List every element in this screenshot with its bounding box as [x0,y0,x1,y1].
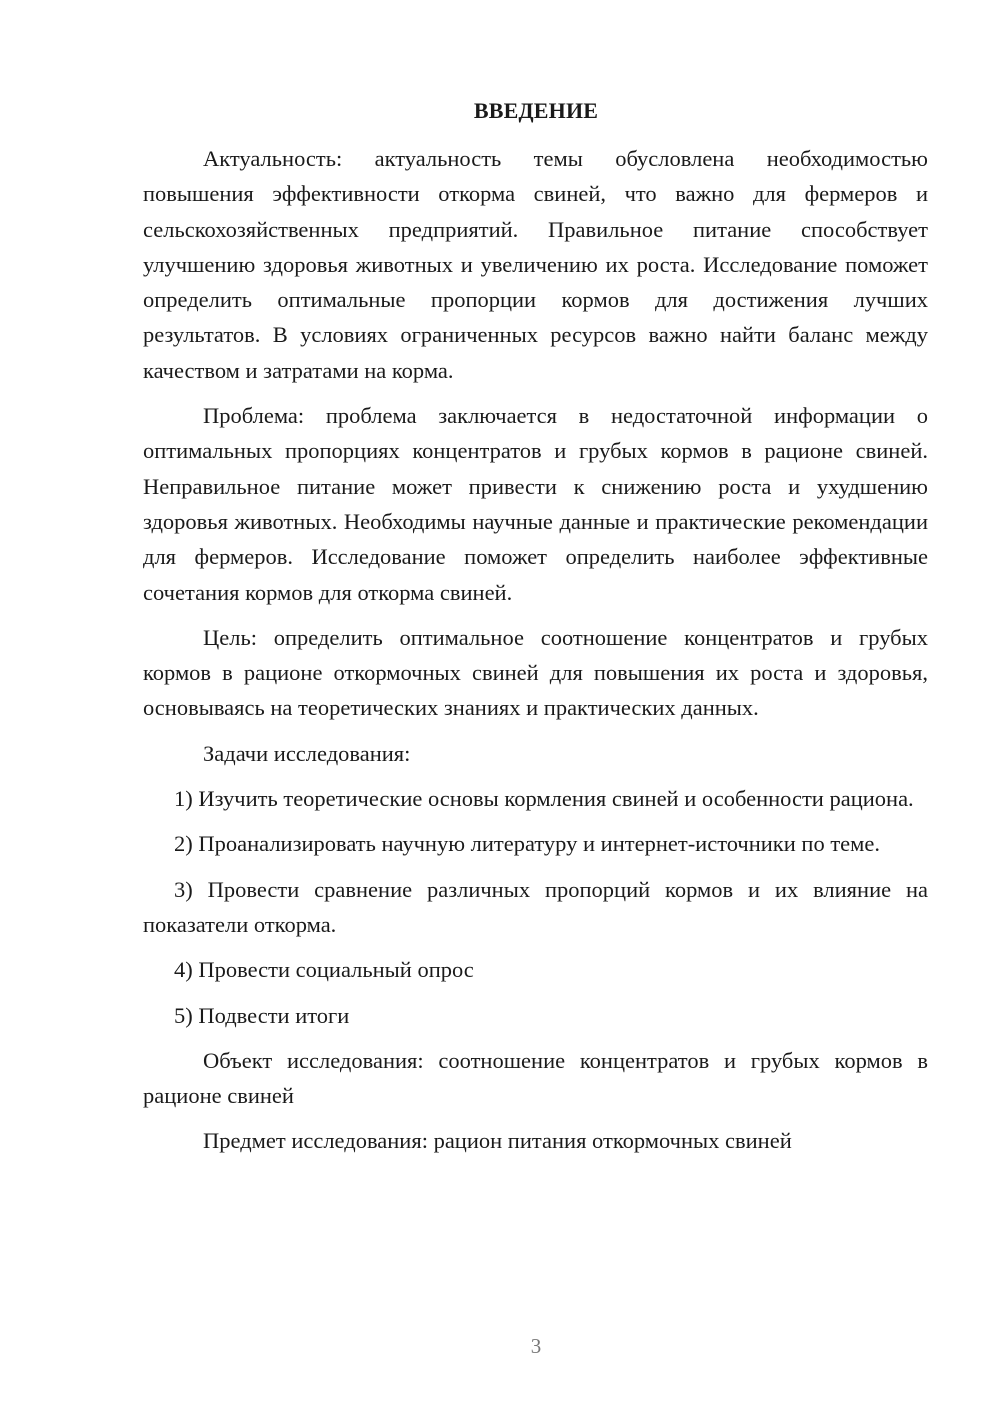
problem-paragraph: Проблема: проблема заключается в недостаточной информации о оптимальных пропорциях концентратов и грубых кормов в рационе свиней. Неправильное питание может привести к снижению роста и ухудшению здоровья животных. Необходимы научные данные и практические рекомендации для фермеров. Исследование поможет определить наиболее эффективные сочетания кормов для откорма свиней. [143,403,928,605]
document-body [143,141,928,1169]
goal-paragraph: Цель: определить оптимальное соотношение концентратов и грубых кормов в рационе откормочных свиней для повышения их роста и здоровья, основываясь на теоретических знаниях и практических данных. [143,624,928,721]
task-item-4: 4) Провести социальный опрос [174,957,474,983]
subject-paragraph: Предмет исследования: рацион питания откормочных свиней [203,1128,792,1154]
object-paragraph: Объект исследования: соотношение концентратов и грубых кормов в рационе свиней [143,1047,928,1109]
page-number: 3 [530,1334,542,1358]
task-item-1: 1) Изучить теоретические основы кормления свиней и особенности рациона. [174,786,914,812]
page-title: ВВЕДЕНИЕ [473,98,599,123]
task-item-5: 5) Подвести итоги [174,1002,350,1028]
task-item-3: 3) Провести сравнение различных пропорций кормов и их влияние на показатели откорма. [143,876,928,937]
tasks-heading: Задачи исследования: [203,740,411,766]
task-item-2: 2) Проанализировать научную литературу и интернет-источники по теме. [174,831,880,857]
relevance-paragraph: Актуальность: актуальность темы обусловлена необходимостью повышения эффективности откорма свиней, что важно для фермеров и сельскохозяйственных предприятий. Правильное питание способствует улучшению здоровья животных и увеличению их роста. Исследование поможет определить оптимальные пропорции кормов для достижения лучших результатов. В условиях ограниченных ресурсов важно найти баланс между качеством и затратами на корма. [143,146,928,383]
